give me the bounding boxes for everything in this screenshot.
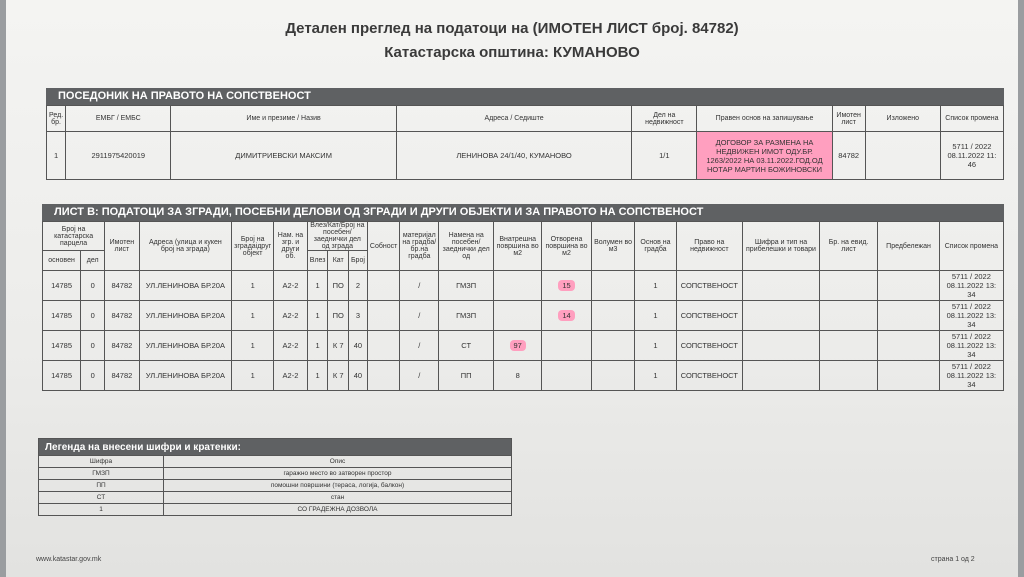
owners-section-bar: ПОСЕДОНИК НА ПРАВОТО НА СОПСТВЕНОСТ: [46, 88, 1004, 105]
cell-inner: [494, 331, 542, 361]
col-remarks: Предбележан: [878, 222, 939, 271]
col-parcel: Број на катастарска парцела: [43, 222, 105, 251]
col-vlez: Влез: [307, 251, 328, 271]
cell-vlez: 1: [307, 361, 328, 391]
cell-remarks: [878, 331, 939, 361]
legend-row: [39, 492, 512, 504]
legend-row: [39, 468, 512, 480]
cell-changes: 5711 / 2022 08.11.2022 13: 34: [939, 331, 1003, 361]
col-broj: Број: [348, 251, 367, 271]
col-sheet: Имотен лист: [105, 222, 139, 271]
owner-share: 1/1: [632, 132, 697, 180]
cell-sheet: 84782: [105, 271, 139, 301]
open-value-highlight: 14: [558, 310, 574, 321]
cell-remarks: [878, 301, 939, 331]
cell-vlez: 1: [307, 301, 328, 331]
cell-codes: [743, 361, 820, 391]
col-purpose: Намена на посебен/ заеднички дел од: [439, 222, 494, 271]
col-material: материјал на градба/бр.на градба: [400, 222, 439, 271]
legend-code: СТ: [39, 492, 164, 504]
cell-own: [367, 331, 399, 361]
owner-name: ДИМИТРИЕВСКИ МАКСИМ: [171, 132, 396, 180]
col-main: основен: [43, 251, 81, 271]
cell-inner: 8: [494, 361, 542, 391]
buildings-table: [42, 221, 1004, 391]
col-no: Ред. бр.: [47, 106, 66, 132]
cell-part: 0: [81, 271, 105, 301]
col-bldg: Број на зградаідруг објект: [232, 222, 274, 271]
cell-address: УЛ.ЛЕНИНОВА БР.20А: [139, 271, 232, 301]
cell-purpose: ПП: [439, 361, 494, 391]
owner-no: 1: [47, 132, 66, 180]
legend-desc: СО ГРАДЕЖНА ДОЗВОЛА: [164, 504, 512, 516]
col-volume: Волумен во м3: [591, 222, 635, 271]
cell-own: [367, 271, 399, 301]
cell-changes: 5711 / 2022 08.11.2022 13: 34: [939, 301, 1003, 331]
legend-desc: помошни површини (тераса, логија, балкон): [164, 480, 512, 492]
cell-volume: [591, 301, 635, 331]
cell-right: СОПСТВЕНОСТ: [676, 301, 742, 331]
cell-broj: 40: [348, 361, 367, 391]
cell-volume: [591, 361, 635, 391]
document-subtitle: Катастарска општина: КУМАНОВО: [384, 44, 640, 61]
cell-own: [367, 301, 399, 331]
owner-embg: 2911975420019: [66, 132, 171, 180]
col-sheet: Имотен лист: [832, 106, 865, 132]
owner-exposed: [865, 132, 940, 180]
cell-right: СОПСТВЕНОСТ: [676, 331, 742, 361]
col-embg: ЕМБГ / ЕМБС: [66, 106, 171, 132]
cell-main: 14785: [43, 361, 81, 391]
owner-sheet: 84782: [832, 132, 865, 180]
cell-kat: К 7: [328, 361, 348, 391]
cell-main: 14785: [43, 271, 81, 301]
document-page: [6, 0, 1018, 577]
col-inner: Внатрешна површина во м2: [494, 222, 542, 271]
cell-bldg: 1: [232, 301, 274, 331]
cell-part: 0: [81, 361, 105, 391]
cell-changes: 5711 / 2022 08.11.2022 13: 34: [939, 271, 1003, 301]
footer-url: www.katastar.gov.mk: [36, 556, 102, 563]
col-part: дел: [81, 251, 105, 271]
cell-material: /: [400, 271, 439, 301]
legend-code: 1: [39, 504, 164, 516]
cell-remarks: [878, 271, 939, 301]
legend-code: ПП: [39, 480, 164, 492]
cell-reg: [819, 361, 877, 391]
cell-inner: [494, 271, 542, 301]
col-address: Адреса (улица и кукен број на зграда): [139, 222, 232, 271]
col-basis: Правен основ на запишување: [697, 106, 832, 132]
cell-open: [542, 271, 591, 301]
cell-entrance: А2-2: [274, 331, 308, 361]
cell-main: 14785: [43, 331, 81, 361]
cell-open: [542, 301, 591, 331]
col-changes: Список промена: [939, 222, 1003, 271]
inner-value-highlight: 97: [510, 340, 526, 351]
cell-changes: 5711 / 2022 08.11.2022 13: 34: [939, 361, 1003, 391]
col-open: Отворена површина во м2: [542, 222, 591, 271]
cell-own: [367, 361, 399, 391]
cell-open: [542, 361, 591, 391]
cell-broj: 40: [348, 331, 367, 361]
cell-reg: [819, 331, 877, 361]
cell-volume: [591, 331, 635, 361]
cell-part: 0: [81, 301, 105, 331]
col-name: Име и презиме / Назив: [171, 106, 396, 132]
cell-broj: 2: [348, 271, 367, 301]
cell-right: СОПСТВЕНОСТ: [676, 271, 742, 301]
col-own: Собност: [367, 222, 399, 271]
owner-basis: ДОГОВОР ЗА РАЗМЕНА НА НЕДВИЖЕН ИМОТ ОДУ.БР. 1263/2022 НА 03.11.2022.ГОД.ОД НОТАР МАРТИН БОЖИНОВСКИ: [697, 132, 832, 180]
cell-entrance: А2-2: [274, 301, 308, 331]
cell-bldg: 1: [232, 361, 274, 391]
cell-bldg: 1: [232, 331, 274, 361]
legend-desc: стан: [164, 492, 512, 504]
cell-address: УЛ.ЛЕНИНОВА БР.20А: [139, 301, 232, 331]
cell-material: /: [400, 301, 439, 331]
col-group: Влез/Кат/Број на посебен/заеднички дел од зграда: [307, 222, 367, 251]
cell-sheet: 84782: [105, 301, 139, 331]
cell-kat: ПО: [328, 301, 348, 331]
buildings-section-bar: ЛИСТ В: ПОДАТОЦИ ЗА ЗГРАДИ, ПОСЕБНИ ДЕЛОВИ ОД ЗГРАДИ И ДРУГИ ОБЈЕКТИ И ЗА ПРАВОТО НА СОПСТВЕНОСТ: [42, 204, 1004, 221]
cell-broj: 3: [348, 301, 367, 331]
cell-remarks: [878, 361, 939, 391]
cell-basis: 1: [635, 301, 676, 331]
cell-material: /: [400, 361, 439, 391]
cell-open: [542, 331, 591, 361]
legend-desc: гаражно место во затворен простор: [164, 468, 512, 480]
cell-kat: К 7: [328, 331, 348, 361]
owners-table: [46, 105, 1004, 180]
building-row: [43, 301, 1004, 331]
cell-address: УЛ.ЛЕНИНОВА БР.20А: [139, 331, 232, 361]
col-changes: Список промена: [940, 106, 1003, 132]
building-row: [43, 271, 1004, 301]
document-title: Детален преглед на податоци на (ИМОТЕН ЛИСТ број. 84782): [285, 20, 739, 37]
building-row: [43, 361, 1004, 391]
cell-codes: [743, 331, 820, 361]
open-value-highlight: 15: [558, 280, 574, 291]
legend-col-code: Шифра: [39, 456, 164, 468]
col-share: Дел на недвижност: [632, 106, 697, 132]
legend-row: [39, 504, 512, 516]
building-row: [43, 331, 1004, 361]
owner-address: ЛЕНИНОВА 24/1/40, КУМАНОВО: [396, 132, 631, 180]
legend-title: Легенда на внесени шифри и кратенки:: [39, 439, 512, 456]
footer-page: страна 1 од 2: [931, 556, 975, 563]
cell-bldg: 1: [232, 271, 274, 301]
legend-table: [38, 438, 512, 516]
cell-right: СОПСТВЕНОСТ: [676, 361, 742, 391]
cell-vlez: 1: [307, 271, 328, 301]
cell-entrance: А2-2: [274, 361, 308, 391]
cell-sheet: 84782: [105, 331, 139, 361]
cell-basis: 1: [635, 361, 676, 391]
col-address: Адреса / Седиште: [396, 106, 631, 132]
cell-part: 0: [81, 331, 105, 361]
cell-entrance: А2-2: [274, 271, 308, 301]
cell-codes: [743, 271, 820, 301]
cell-reg: [819, 271, 877, 301]
legend-col-desc: Опис: [164, 456, 512, 468]
col-right: Право на недвижност: [676, 222, 742, 271]
col-exposed: Изложено: [865, 106, 940, 132]
legend-row: [39, 480, 512, 492]
cell-reg: [819, 301, 877, 331]
cell-material: /: [400, 331, 439, 361]
col-codes: Шифра и тип на прибелешки и товари: [743, 222, 820, 271]
legend-code: ГМЗП: [39, 468, 164, 480]
col-reg: Бр. на евид. лист: [819, 222, 877, 271]
cell-purpose: СТ: [439, 331, 494, 361]
cell-inner: [494, 301, 542, 331]
cell-main: 14785: [43, 301, 81, 331]
cell-basis: 1: [635, 331, 676, 361]
cell-purpose: ГМЗП: [439, 271, 494, 301]
cell-address: УЛ.ЛЕНИНОВА БР.20А: [139, 361, 232, 391]
cell-volume: [591, 271, 635, 301]
cell-vlez: 1: [307, 331, 328, 361]
cell-purpose: ГМЗП: [439, 301, 494, 331]
owner-row: [47, 132, 1004, 180]
owner-changes: 5711 / 2022 08.11.2022 11: 46: [940, 132, 1003, 180]
col-kat: Кат: [328, 251, 348, 271]
col-entrance: Нам. на згр. и други об.: [274, 222, 308, 271]
cell-basis: 1: [635, 271, 676, 301]
cell-kat: ПО: [328, 271, 348, 301]
col-basis: Основ на градба: [635, 222, 676, 271]
cell-sheet: 84782: [105, 361, 139, 391]
cell-codes: [743, 301, 820, 331]
